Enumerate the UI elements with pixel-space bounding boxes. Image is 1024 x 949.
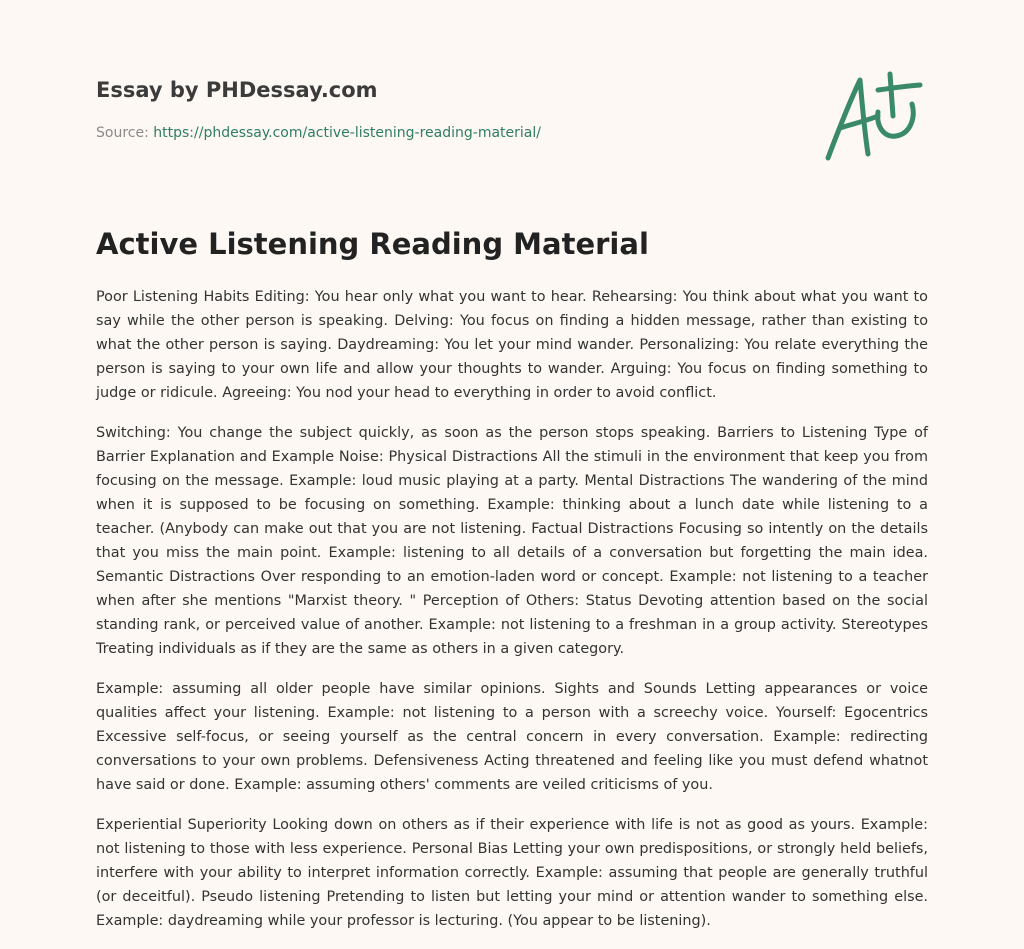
essay-body	[96, 285, 928, 949]
source-line	[96, 123, 796, 143]
essay-header	[96, 76, 796, 143]
essay-title: Active Listening Reading Material	[96, 227, 649, 261]
site-brand: Essay by PHDessay.com	[96, 78, 378, 102]
essay-paragraph: Poor Listening Habits Editing: You hear only what you want to hear. Rehearsing: You think about what you want to say while the other person is speaking. Delving: You focus on finding a hidden message, rather than existing to what the other person is saying. Daydreaming: You let your mind wander. Personalizing: You relate everything the person is saying to your own life and allow your thoughts to wander. Arguing: You focus on finding something to judge or ridicule. Agreeing: You nod your head to everything in order to avoid conflict.	[96, 289, 928, 401]
essay-paragraph: Example: assuming all older people have similar opinions. Sights and Sounds Letting appearances or voice qualities affect your listening. Example: not listening to a person with a screechy voice. Yourself: Egocentrics Excessive self-focus, or seeing yourself as the central concern in every conversation. Example: redirecting conversations to your own problems. Defensiveness Acting threatened and feeling like you must defend whatnot have said or done. Example: assuming others' comments are veiled criticisms of you.	[96, 681, 928, 793]
source-link[interactable]: https://phdessay.com/active-listening-reading-material/	[153, 125, 541, 141]
essay-paragraph: Switching: You change the subject quickly, as soon as the person stops speaking. Barriers to Listening Type of Barrier Explanation and Example Noise: Physical Distractions All the stimuli in the environment that keep you from focusing on the message. Example: loud music playing at a party. Mental Distractions The wandering of the mind when it is supposed to be focusing on something. Example: thinking about a lunch date while listening to a teacher. (Anybody can make out that you are not listening. Factual Distractions Focusing so intently on the details that you miss the main point. Example: listening to all details of a conversation but forgetting the main idea. Semantic Distractions Over responding to an emotion-laden word or concept. Example: not listening to a teacher when after she mentions "Marxist theory. " Perception of Others: Status Devoting attention based on the social standing rank, or perceived value of another. Example: not listening to a freshman in a group activity. Stereotypes Treating individuals as if they are the same as others in a given category.	[96, 425, 928, 657]
source-label: Source:	[96, 125, 154, 141]
a-plus-logo-icon	[818, 66, 928, 166]
essay-paragraph: Experiential Superiority Looking down on others as if their experience with life is not as good as yours. Example: not listening to those with less experience. Personal Bias Letting your own predispositions, or strongly held beliefs, interfere with your ability to interpret information correctly. Example: assuming that people are generally truthful (or deceitful). Pseudo listening Pretending to listen but letting your mind or attention wander to something else. Example: daydreaming while your professor is lecturing. (You appear to be listening).	[96, 817, 928, 929]
